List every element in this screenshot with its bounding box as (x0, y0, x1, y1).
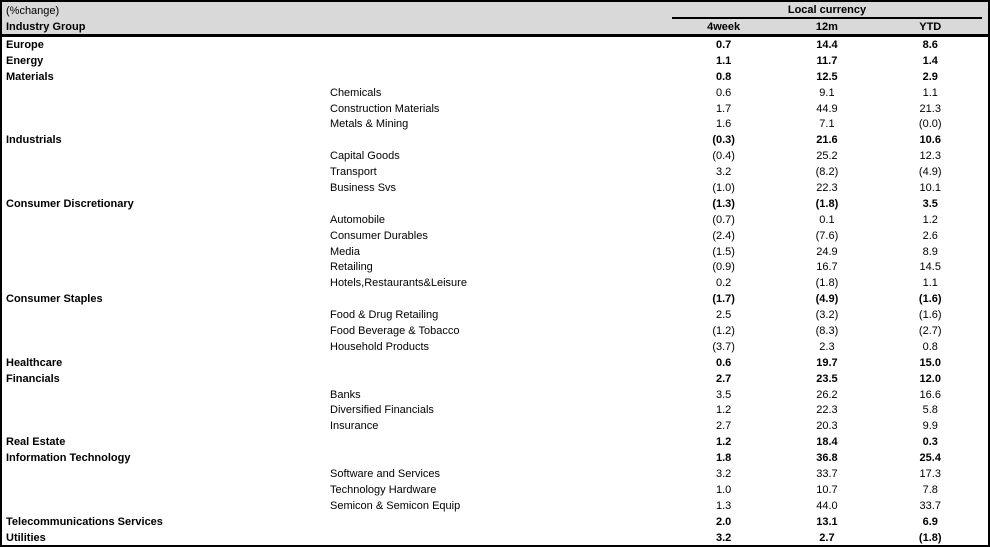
table-row (2, 196, 988, 212)
pct-change-note: (%change) (6, 4, 60, 17)
value-cell: 14.4 (816, 38, 838, 51)
value-cell: (1.6) (918, 293, 942, 306)
industry-sub-label: Chemicals (330, 86, 382, 99)
table-row (2, 148, 988, 164)
industry-sub-label: Household Products (330, 340, 430, 353)
value-cell: 2.5 (716, 309, 732, 322)
table-row (2, 482, 988, 498)
value-cell: 44.9 (816, 102, 838, 115)
value-cell: 1.1 (716, 54, 732, 67)
table-row (2, 402, 988, 418)
table-row (2, 466, 988, 482)
value-cell: 1.1 (922, 277, 938, 290)
value-cell: 10.1 (919, 181, 941, 194)
column-header-ytd: YTD (919, 20, 942, 33)
industry-sub-label: Transport (330, 166, 377, 179)
table-row (2, 434, 988, 450)
table-row (2, 418, 988, 434)
value-cell: (0.9) (712, 261, 735, 274)
value-cell: (4.9) (815, 293, 839, 306)
value-cell: 3.2 (716, 467, 732, 480)
value-cell: 12.3 (919, 150, 941, 163)
value-cell: 33.7 (816, 467, 838, 480)
industry-group-label: Consumer Discretionary (6, 197, 134, 210)
table-row (2, 259, 988, 275)
industry-group-label: Energy (6, 54, 44, 67)
value-cell: (0.4) (712, 150, 735, 163)
table-row (2, 498, 988, 514)
value-cell: 1.2 (716, 436, 732, 449)
value-cell: 0.8 (922, 340, 938, 353)
value-cell: 7.8 (922, 483, 938, 496)
industry-sub-label: Capital Goods (330, 150, 400, 163)
header-row-columns (2, 19, 988, 34)
table-row (2, 307, 988, 323)
industry-group-label: Real Estate (6, 436, 66, 449)
table-row (2, 514, 988, 530)
value-cell: (0.7) (712, 213, 735, 226)
value-cell: 0.6 (716, 356, 732, 369)
table-row (2, 53, 988, 69)
industry-sub-label: Automobile (330, 213, 386, 226)
column-header-4week: 4week (707, 20, 741, 33)
industry-group-label: Materials (6, 70, 54, 83)
value-cell: 25.2 (816, 150, 838, 163)
industry-sub-label: Semicon & Semicon Equip (330, 499, 461, 512)
value-cell: 1.3 (716, 499, 732, 512)
value-cell: 33.7 (919, 499, 941, 512)
value-cell: 2.6 (922, 229, 938, 242)
value-cell: 16.7 (816, 261, 838, 274)
value-cell: 1.8 (716, 452, 732, 465)
industry-group-label: Europe (6, 38, 44, 51)
industry-group-label: Telecommunications Services (6, 515, 163, 528)
value-cell: 1.0 (716, 483, 732, 496)
value-cell: (1.7) (712, 293, 735, 306)
table-row (2, 37, 988, 53)
value-cell: (0.3) (712, 134, 735, 147)
value-cell: (1.2) (712, 324, 735, 337)
value-cell: 3.2 (716, 166, 732, 179)
value-cell: 26.2 (816, 388, 838, 401)
value-cell: (8.3) (815, 324, 839, 337)
value-cell: (7.6) (815, 229, 839, 242)
value-cell: 0.6 (716, 86, 732, 99)
value-cell: 17.3 (919, 467, 941, 480)
value-cell: 1.2 (922, 213, 938, 226)
value-cell: 3.5 (716, 388, 732, 401)
industry-group-label: Utilities (6, 531, 46, 544)
value-cell: 16.6 (919, 388, 941, 401)
industry-sub-label: Business Svs (330, 181, 397, 194)
table-header (2, 2, 988, 37)
value-cell: 1.4 (922, 54, 938, 67)
value-cell: (8.2) (815, 166, 839, 179)
value-cell: 18.4 (816, 436, 838, 449)
value-cell: (2.7) (918, 324, 942, 337)
industry-sub-label: Software and Services (330, 467, 441, 480)
value-cell: 36.8 (816, 452, 838, 465)
value-cell: 1.6 (716, 118, 732, 131)
value-cell: 0.3 (922, 436, 938, 449)
value-cell: 0.7 (716, 38, 732, 51)
value-cell: 21.6 (816, 134, 838, 147)
industry-group-label: Healthcare (6, 356, 63, 369)
value-cell: 9.9 (922, 420, 938, 433)
value-cell: (3.7) (712, 340, 735, 353)
industry-sub-label: Food Beverage & Tobacco (330, 324, 460, 337)
value-cell: 3.5 (922, 197, 938, 210)
value-cell: 3.2 (716, 531, 732, 544)
column-header-12m: 12m (815, 20, 838, 33)
value-cell: (1.0) (712, 181, 735, 194)
industry-group-label: Consumer Staples (6, 293, 103, 306)
table-row (2, 116, 988, 132)
value-cell: 13.1 (816, 515, 838, 528)
industry-sub-label: Retailing (330, 261, 373, 274)
value-cell: 6.9 (922, 515, 938, 528)
value-cell: (1.8) (815, 277, 839, 290)
value-cell: 10.7 (816, 483, 838, 496)
local-currency-spanner (672, 2, 982, 19)
table-body (2, 37, 988, 546)
value-cell: 5.8 (922, 404, 938, 417)
value-cell: 19.7 (816, 356, 838, 369)
table-row (2, 371, 988, 387)
industry-group-label: Information Technology (6, 452, 131, 465)
table-row (2, 355, 988, 371)
table-row (2, 244, 988, 260)
industry-sub-label: Technology Hardware (330, 483, 437, 496)
value-cell: 15.0 (919, 356, 941, 369)
value-cell: 2.9 (922, 70, 938, 83)
industry-sub-label: Media (330, 245, 360, 258)
industry-sub-label: Hotels,Restaurants&Leisure (330, 277, 467, 290)
industry-sub-label: Banks (330, 388, 361, 401)
value-cell: 11.7 (816, 54, 838, 67)
value-cell: 8.6 (922, 38, 938, 51)
industry-sub-label: Diversified Financials (330, 404, 434, 417)
table-row (2, 101, 988, 117)
value-cell: (4.9) (918, 166, 942, 179)
value-cell: 25.4 (919, 452, 941, 465)
value-cell: 7.1 (819, 118, 835, 131)
value-cell: 10.6 (919, 134, 941, 147)
header-row-spanner (2, 2, 988, 19)
local-currency-label: Local currency (787, 3, 867, 16)
value-cell: (1.5) (712, 245, 735, 258)
table-row (2, 450, 988, 466)
industry-group-label: Industrials (6, 134, 62, 147)
industry-sub-label: Consumer Durables (330, 229, 428, 242)
table-row (2, 69, 988, 85)
industry-sub-label: Construction Materials (330, 102, 440, 115)
value-cell: (1.6) (918, 309, 942, 322)
value-cell: (3.2) (815, 309, 839, 322)
table-row (2, 530, 988, 546)
value-cell: 2.7 (716, 420, 732, 433)
table-row (2, 275, 988, 291)
value-cell: 1.7 (716, 102, 732, 115)
table-row (2, 85, 988, 101)
industry-sub-label: Metals & Mining (330, 118, 409, 131)
value-cell: 21.3 (919, 102, 941, 115)
value-cell: 12.0 (919, 372, 941, 385)
value-cell: (1.8) (918, 531, 942, 544)
value-cell: 2.7 (819, 531, 835, 544)
industry-group-label: Financials (6, 372, 60, 385)
value-cell: 14.5 (919, 261, 941, 274)
value-cell: 22.3 (816, 181, 838, 194)
table-row (2, 323, 988, 339)
table-row (2, 132, 988, 148)
value-cell: 44.0 (816, 499, 838, 512)
value-cell: 1.1 (922, 86, 938, 99)
value-cell: 24.9 (816, 245, 838, 258)
value-cell: 1.2 (716, 404, 732, 417)
industry-sub-label: Food & Drug Retailing (330, 309, 439, 322)
table-row (2, 387, 988, 403)
value-cell: 0.1 (819, 213, 835, 226)
value-cell: 23.5 (816, 372, 838, 385)
value-cell: (1.8) (815, 197, 839, 210)
value-cell: 22.3 (816, 404, 838, 417)
value-cell: (1.3) (712, 197, 735, 210)
table-row (2, 180, 988, 196)
value-cell: 0.2 (716, 277, 732, 290)
value-cell: 20.3 (816, 420, 838, 433)
table-row (2, 291, 988, 307)
value-cell: 0.8 (716, 70, 732, 83)
industry-group-header: Industry Group (6, 20, 86, 33)
value-cell: (0.0) (918, 118, 942, 131)
value-cell: 8.9 (922, 245, 938, 258)
value-cell: 2.7 (716, 372, 732, 385)
value-cell: 2.3 (819, 340, 835, 353)
table-row (2, 164, 988, 180)
value-cell: (2.4) (712, 229, 735, 242)
value-cell: 9.1 (819, 86, 835, 99)
value-cell: 2.0 (716, 515, 732, 528)
table-row (2, 228, 988, 244)
industry-sub-label: Insurance (330, 420, 379, 433)
value-cell: 12.5 (816, 70, 838, 83)
table-row (2, 339, 988, 355)
table-row (2, 212, 988, 228)
